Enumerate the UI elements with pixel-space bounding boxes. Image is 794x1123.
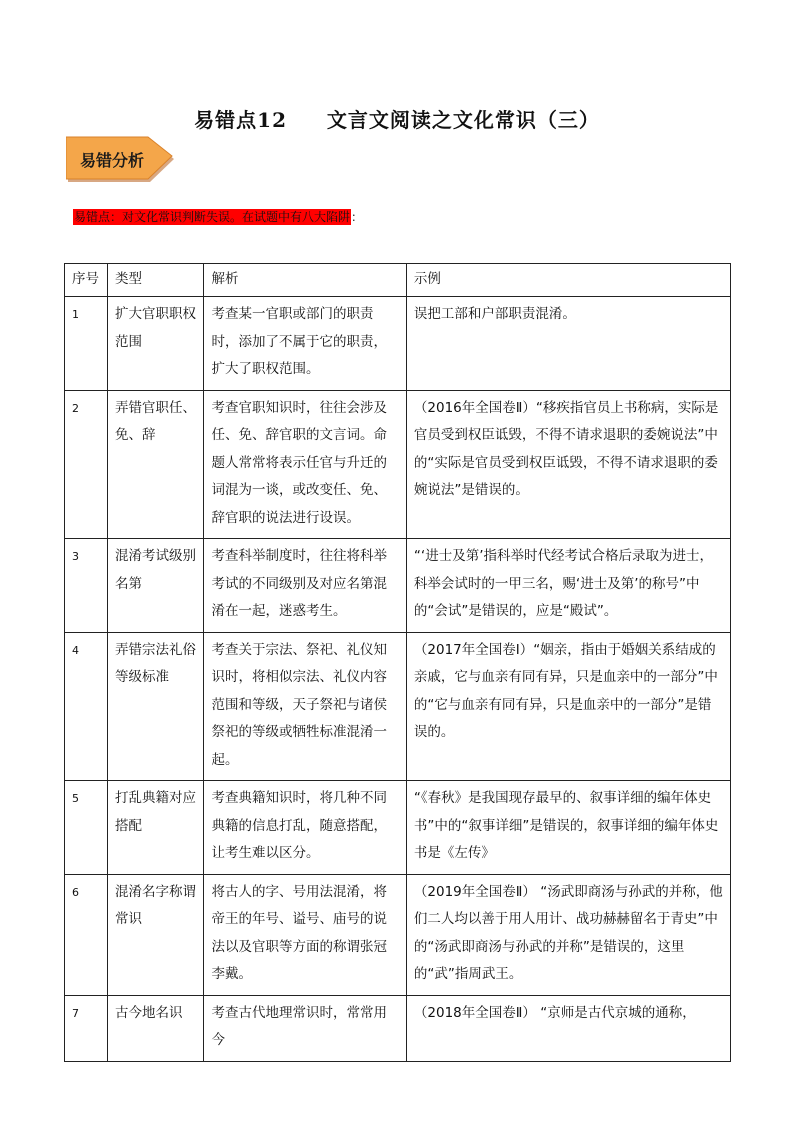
row-example: （2019年全国卷Ⅱ） “汤武即商汤与孙武的并称，他们二人均以善于用人用计、战功赫赫留名于青史”中的“汤武即商汤与孙武的并称”是错误的，这里的“武”指周武王。 bbox=[406, 874, 730, 995]
row-analysis: 考查关于宗法、祭祀、礼仪知识时，将相似宗法、礼仪内容范围和等级，天子祭祀与诸侯祭祀的等级或牺牲标准混淆一起。 bbox=[204, 632, 406, 781]
table-row bbox=[65, 632, 731, 781]
row-analysis: 考查官职知识时，往往会涉及任、免、辞官职的文言词。命题人常常将表示任官与升迁的词混为一谈，或改变任、免、辞官职的说法进行设误。 bbox=[204, 390, 406, 539]
error-point-suffix: ： bbox=[351, 210, 364, 224]
table-row bbox=[65, 995, 731, 1061]
row-analysis: 考查古代地理常识时，常常用今 bbox=[204, 995, 406, 1061]
table-row bbox=[65, 390, 731, 539]
row-example: “《春秋》是我国现存最早的、叙事详细的编年体史书”中的“叙事详细”是错误的，叙事详细的编年体史书是《左传》 bbox=[406, 781, 730, 875]
row-type: 弄错官职任、免、辞 bbox=[108, 390, 204, 539]
row-type: 混淆名字称谓常识 bbox=[108, 874, 204, 995]
header-example: 示例 bbox=[406, 264, 730, 297]
table-row bbox=[65, 297, 731, 391]
page-title: 易错点12 文言文阅读之文化常识（三） bbox=[194, 108, 600, 132]
row-example: 误把工部和户部职责混淆。 bbox=[406, 297, 730, 391]
row-num: 4 bbox=[65, 632, 108, 781]
row-analysis: 将古人的字、号用法混淆，将帝王的年号、谥号、庙号的说法以及官职等方面的称谓张冠李戴。 bbox=[204, 874, 406, 995]
header-analysis: 解析 bbox=[204, 264, 406, 297]
row-num: 1 bbox=[65, 297, 108, 391]
error-point-highlight: 易错点：对文化常识判断失误。在试题中有八大陷阱 bbox=[74, 210, 351, 224]
header-num: 序号 bbox=[65, 264, 108, 297]
row-num: 2 bbox=[65, 390, 108, 539]
row-num: 7 bbox=[65, 995, 108, 1061]
row-type: 扩大官职职权范围 bbox=[108, 297, 204, 391]
row-num: 5 bbox=[65, 781, 108, 875]
table-header-row bbox=[65, 264, 731, 297]
row-num: 6 bbox=[65, 874, 108, 995]
row-type: 弄错宗法礼俗等级标准 bbox=[108, 632, 204, 781]
row-analysis: 考查典籍知识时，将几种不同典籍的信息打乱，随意搭配，让考生难以区分。 bbox=[204, 781, 406, 875]
row-type: 混淆考试级别名第 bbox=[108, 539, 204, 633]
row-num: 3 bbox=[65, 539, 108, 633]
badge-label: 易错分析 bbox=[80, 151, 145, 170]
row-example: （2016年全国卷Ⅱ）“移疾指官员上书称病，实际是官员受到权臣诋毁，不得不请求退职的委婉说法”中的“实际是官员受到权臣诋毁，不得不请求退职的委婉说法”是错误的。 bbox=[406, 390, 730, 539]
error-types-table bbox=[64, 263, 731, 1062]
row-analysis: 考查科举制度时，往往将科举考试的不同级别及对应名第混淆在一起，迷惑考生。 bbox=[204, 539, 406, 633]
row-type: 古今地名识 bbox=[108, 995, 204, 1061]
section-badge bbox=[66, 134, 178, 184]
row-example: “‘进士及第’指科举时代经考试合格后录取为进士，科举会试时的一甲三名，赐‘进士及第’的称号”中的“会试”是错误的，应是“殿试”。 bbox=[406, 539, 730, 633]
table-row bbox=[65, 781, 731, 875]
table-row bbox=[65, 539, 731, 633]
error-point-line bbox=[73, 208, 363, 225]
row-example: （2017年全国卷Ⅰ）“姻亲，指由于婚姻关系结成的亲戚，它与血亲有同有异，只是血亲中的一部分”中的“它与血亲有同有异，只是血亲中的一部分”是错误的。 bbox=[406, 632, 730, 781]
header-type: 类型 bbox=[108, 264, 204, 297]
table-row bbox=[65, 874, 731, 995]
row-example: （2018年全国卷Ⅱ） “京师是古代京城的通称， bbox=[406, 995, 730, 1061]
row-analysis: 考查某一官职或部门的职责时，添加了不属于它的职责，扩大了职权范围。 bbox=[204, 297, 406, 391]
row-type: 打乱典籍对应搭配 bbox=[108, 781, 204, 875]
